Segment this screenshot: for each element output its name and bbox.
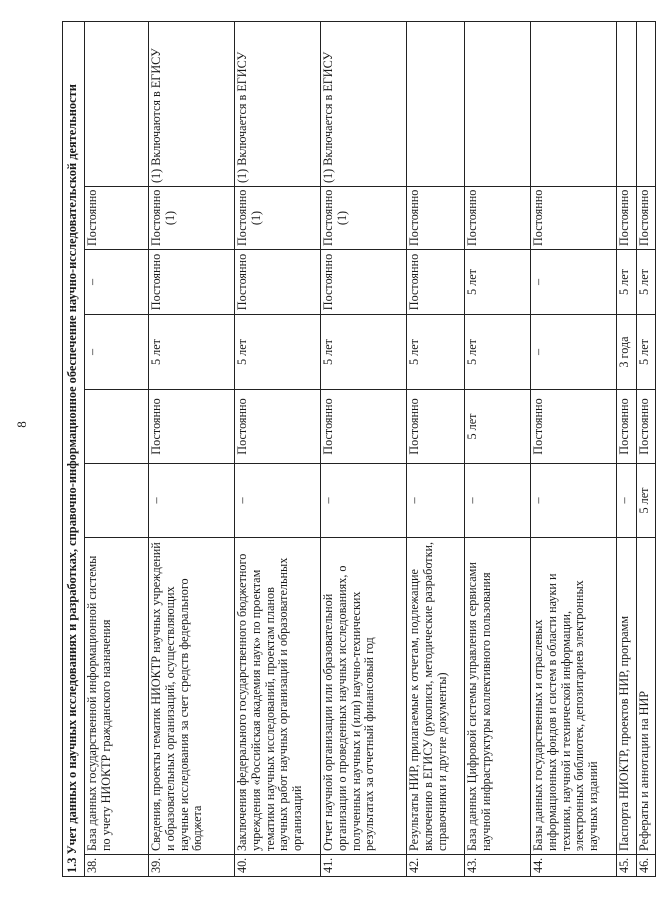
retention-col-1 (85, 464, 149, 538)
note (637, 21, 656, 186)
document-name: Рефераты и аннотации на НИР (637, 538, 656, 855)
row-number: 43. (465, 855, 531, 877)
retention-col-4: Постоянно (321, 250, 407, 315)
retention-col-1: – (407, 464, 465, 538)
retention-col-2: Постоянно (149, 390, 235, 464)
retention-col-4: – (85, 250, 149, 315)
note: (1) Включается в ЕГИСУ (321, 21, 407, 186)
row-number: 46. (637, 855, 656, 877)
retention-col-4: 5 лет (617, 250, 637, 315)
note (617, 21, 637, 186)
retention-col-2: Постоянно (617, 390, 637, 464)
document-name: Результаты НИР, прилагаемые к отчетам, подлежащие включению в ЕГИСУ (рукописи, методические разработки, справочники и другие документы) (407, 538, 465, 855)
row-number: 45. (617, 855, 637, 877)
retention-col-3: 5 лет (407, 315, 465, 390)
table-row (465, 21, 531, 876)
retention-col-3: 5 лет (321, 315, 407, 390)
retention-col-3: – (85, 315, 149, 390)
note: (1) Включается в ЕГИСУ (235, 21, 321, 186)
row-number: 39. (149, 855, 235, 877)
retention-col-5: Постоянно (85, 187, 149, 250)
retention-col-3: 5 лет (235, 315, 321, 390)
table-row (531, 21, 617, 876)
row-number: 38. (85, 855, 149, 877)
retention-col-4: 5 лет (637, 250, 656, 315)
document-name: Отчет научной организации или образовательной организации о проведенных научных исследованиях, о полученных научных и (или) научно-технических результатах за отчетный финансовый год (321, 538, 407, 855)
retention-col-2: Постоянно (321, 390, 407, 464)
table-row (85, 21, 149, 876)
table-row (637, 21, 656, 876)
note (407, 21, 465, 186)
retention-col-5: Постоянно (407, 187, 465, 250)
retention-col-1: – (617, 464, 637, 538)
retention-col-4: Постоянно (149, 250, 235, 315)
retention-col-1: – (531, 464, 617, 538)
retention-col-5: Постоянно (1) (149, 187, 235, 250)
retention-col-3: 3 года (617, 315, 637, 390)
section-title: 1.3 Учет данных о научных исследованиях и разработках, справочно-информационное обеспечение научно-исследовательской деятельности (63, 21, 85, 876)
retention-col-1: – (465, 464, 531, 538)
retention-col-4: Постоянно (235, 250, 321, 315)
page-number: 8 (13, 421, 29, 428)
document-name: Сведения, проекты тематик НИОКТР научных учреждений и образовательных организаций, осуществляющих научные исследования за счет средств федерального бюджета (149, 538, 235, 855)
document-name: Паспорта НИОКТР, проектов НИР, программ (617, 538, 637, 855)
table-row (149, 21, 235, 876)
retention-col-2: Постоянно (531, 390, 617, 464)
retention-col-3: 5 лет (465, 315, 531, 390)
row-number: 41. (321, 855, 407, 877)
row-number: 44. (531, 855, 617, 877)
note (85, 21, 149, 186)
row-number: 42. (407, 855, 465, 877)
section-header-row (63, 21, 85, 876)
retention-col-3: – (531, 315, 617, 390)
retention-col-1: – (235, 464, 321, 538)
retention-col-4: Постоянно (407, 250, 465, 315)
document-name: База данных Цифровой системы управления сервисами научной инфраструктуры коллективного пользования (465, 538, 531, 855)
row-number: 40. (235, 855, 321, 877)
document-name: База данных государственной информационной системы по учету НИОКТР гражданского назначения (85, 538, 149, 855)
retention-col-2: Постоянно (235, 390, 321, 464)
note (531, 21, 617, 186)
table-row (617, 21, 637, 876)
retention-col-5: Постоянно (531, 187, 617, 250)
document-name: Базы данных государственных и отраслевых информационных фондов и систем в области науки и техники, научной и технической информации, электронных библиотек, депозитариев электронных научных изданий (531, 538, 617, 855)
retention-col-5: Постоянно (1) (321, 187, 407, 250)
table-row (321, 21, 407, 876)
retention-col-3: 5 лет (149, 315, 235, 390)
retention-table (62, 21, 656, 877)
rotated-document (62, 22, 651, 877)
retention-col-1: – (149, 464, 235, 538)
table-row (407, 21, 465, 876)
note: (1) Включаются в ЕГИСУ (149, 21, 235, 186)
retention-col-3: 5 лет (637, 315, 656, 390)
retention-col-5: Постоянно (637, 187, 656, 250)
retention-col-2: Постоянно (407, 390, 465, 464)
retention-col-1: – (321, 464, 407, 538)
retention-col-2: 5 лет (465, 390, 531, 464)
retention-col-4: – (531, 250, 617, 315)
retention-col-5: Постоянно (465, 187, 531, 250)
note (465, 21, 531, 186)
retention-col-2: Постоянно (637, 390, 656, 464)
retention-col-4: 5 лет (465, 250, 531, 315)
retention-col-2 (85, 390, 149, 464)
document-name: Заключения федерального государственного бюджетного учреждения «Российская академия наук» по проектам тематики научных исследований, проектам планов научных работ научных организаций и образовательных организаций (235, 538, 321, 855)
retention-col-5: Постоянно (1) (235, 187, 321, 250)
retention-col-5: Постоянно (617, 187, 637, 250)
retention-col-1: 5 лет (637, 464, 656, 538)
table-row (235, 21, 321, 876)
